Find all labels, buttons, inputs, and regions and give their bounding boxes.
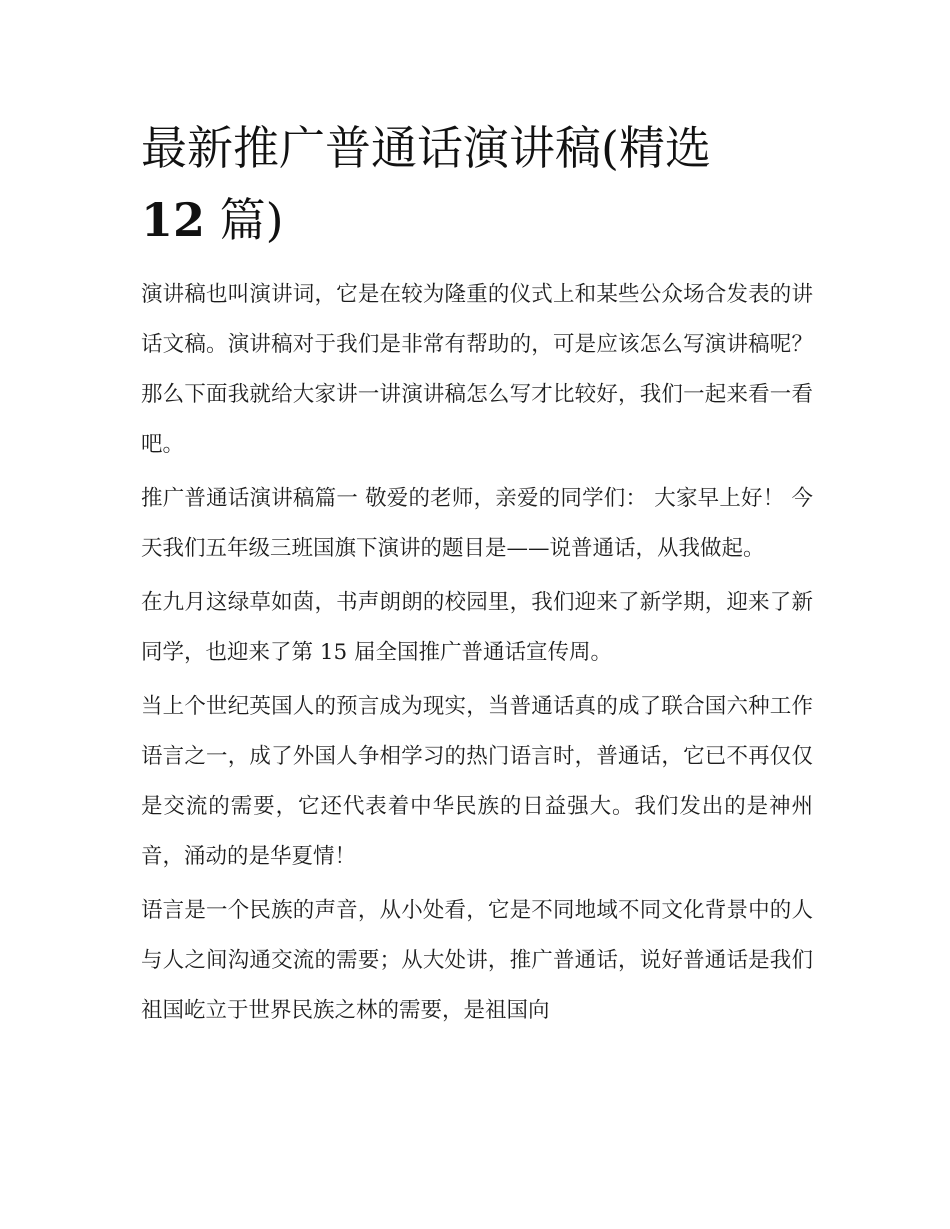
title-line-1: 最新推广普通话演讲稿(精选: [141, 121, 711, 175]
paragraph-speech-1-language: 语言是一个民族的声音，从小处看，它是不同地域不同文化背景中的人与人之间沟通交流的需要；从大处讲，推广普通话，说好普通话是我们祖国屹立于世界民族之林的需要，是祖国向: [141, 898, 813, 1023]
paragraph-speech-1-september: 在九月这绿草如茵，书声朗朗的校园里，我们迎来了新学期，迎来了新同学，也迎来了第 15 届全国推广普通话宣传周。: [141, 590, 813, 665]
paragraph-speech-1-prophecy: 当上个世纪英国人的预言成为现实，当普通话真的成了联合国六种工作语言之一，成了外国人争相学习的热门语言时，普通话，它已不再仅仅是交流的需要，它还代表着中华民族的日益强大。我们发出的是神州音，涌动的是华夏情！: [141, 694, 813, 869]
paragraph-intro: 演讲稿也叫演讲词，它是在较为隆重的仪式上和某些公众场合发表的讲话文稿。演讲稿对于我们是非常有帮助的，可是应该怎么写演讲稿呢？那么下面我就给大家讲一讲演讲稿怎么写才比较好，我们一起来看一看吧。: [141, 282, 813, 457]
paragraph-speech-1-greeting: 推广普通话演讲稿篇一 敬爱的老师，亲爱的同学们： 大家早上好！ 今天我们五年级三班国旗下演讲的题目是——说普通话，从我做起。: [141, 486, 813, 561]
document-page: [141, 112, 813, 1040]
document-title: [141, 112, 813, 256]
title-count: 12: [141, 193, 206, 247]
title-line-2: 篇): [205, 193, 284, 247]
